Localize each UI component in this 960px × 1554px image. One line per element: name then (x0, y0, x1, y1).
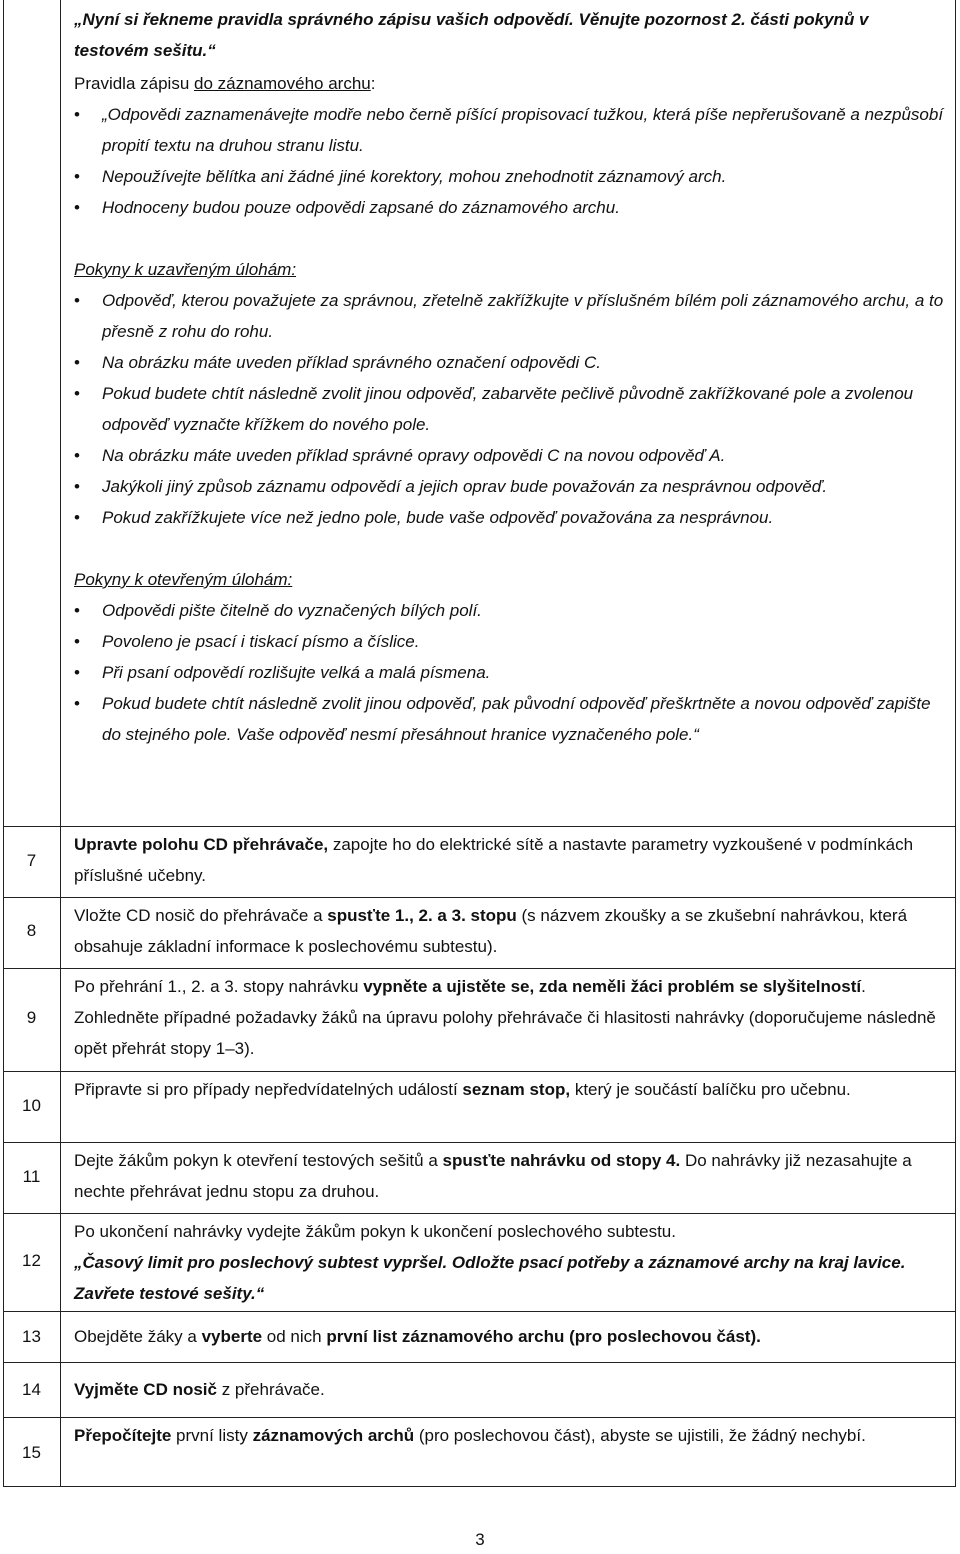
row-number: 11 (22, 1167, 41, 1186)
rules-heading (74, 68, 944, 99)
list-item: • Jakýkoli jiný způsob záznamu odpovědí a jejich oprav bude považován za nesprávnou odpověď. (74, 471, 944, 502)
row-13-text (74, 1321, 944, 1352)
text: Vložte CD nosič do přehrávače a (74, 906, 328, 925)
bold-text: Upravte polohu CD přehrávače, (74, 835, 329, 854)
row-15-text (74, 1420, 944, 1451)
rules-list (74, 99, 944, 223)
row-separator (3, 1213, 956, 1214)
row-separator (3, 1311, 956, 1312)
text: který je součástí balíčku pro učebnu. (570, 1080, 851, 1099)
bold-text: Vyjměte CD nosič (74, 1380, 217, 1399)
bold-text: spusťte 1., 2. a 3. stopu (327, 906, 517, 925)
row-11-text (74, 1145, 944, 1207)
row-separator (3, 1142, 956, 1143)
row-separator (3, 1071, 956, 1072)
closed-tasks-heading: Pokyny k uzavřeným úlohám: (74, 260, 297, 279)
text: zapojte ho do elektrické sítě a nastavte parametry vyzkoušené v podmínkách příslušné učebny. (74, 835, 914, 885)
row-number: 14 (22, 1380, 41, 1399)
bold-text: vyberte (201, 1327, 263, 1346)
text: Připravte si pro případy nepředvídatelných událostí (74, 1080, 463, 1099)
row-14-text (74, 1374, 944, 1405)
row-number: 13 (22, 1327, 41, 1346)
list-item: • Na obrázku máte uveden příklad správné opravy odpovědi C na novou odpověď A. (74, 440, 944, 471)
list-item: • Pokud zakřížkujete více než jedno pole, bude vaše odpověď považována za nesprávnou. (74, 502, 944, 533)
text: z přehrávače. (216, 1380, 325, 1399)
list-item: • Na obrázku máte uveden příklad správného označení odpovědi C. (74, 347, 944, 378)
page-number: 3 (475, 1530, 485, 1549)
bold-text: vypněte a ujistěte se, zda neměli žáci problém se slyšitelností (363, 977, 862, 996)
row-number: 9 (26, 1008, 37, 1027)
bold-text: seznam stop, (462, 1080, 571, 1099)
intro-cell (74, 4, 944, 750)
row-7-text (74, 829, 944, 891)
list-item: • „Odpovědi zaznamenávejte modře nebo černě píšící propisovací tužkou, která píše nepřerušovaně a nezpůsobí propití textu na druhou stranu listu. (74, 99, 944, 161)
bold-text: záznamových archů (252, 1426, 415, 1445)
text: Obejděte žáky a (74, 1327, 202, 1346)
list-item: • Odpověď, kterou považujete za správnou, zřetelně zakřížkujte v příslušném bílém poli záznamového archu, a to přesně z rohu do rohu. (74, 285, 944, 347)
text: . Zohledněte případné požadavky žáků na úpravu polohy přehrávače či hlasitosti nahrávky (doporučujeme následně opět přehrát stopy 1–3). (74, 977, 936, 1058)
bold-text: spusťte nahrávku od stopy 4. (442, 1151, 681, 1170)
list-item: • Odpovědi pište čitelně do vyznačených bílých polí. (74, 595, 944, 626)
row-8-text (74, 900, 944, 962)
list-item: • Při psaní odpovědí rozlišujte velká a malá písmena. (74, 657, 944, 688)
row-number: 8 (26, 921, 37, 940)
row-number: 7 (26, 851, 37, 870)
open-tasks-heading: Pokyny k otevřeným úlohám: (74, 570, 293, 589)
row-separator (3, 1417, 956, 1418)
text: od nich (262, 1327, 327, 1346)
text: Do nahrávky již nezasahujte a nechte přehrávat jednu stopu za druhou. (74, 1151, 912, 1201)
list-item: • Pokud budete chtít následně zvolit jinou odpověď, pak původní odpověď přeškrtněte a novou odpověď zapište do stejného pole. Vaše odpověď nesmí přesáhnout hranice vyznačeného pole.“ (74, 688, 944, 750)
text: Po přehrání 1., 2. a 3. stopy nahrávku (74, 977, 364, 996)
row-10-text (74, 1074, 944, 1105)
rules-heading-prefix: Pravidla zápisu (74, 74, 195, 93)
bold-text: první list záznamového archu (pro poslechovou část). (326, 1327, 761, 1346)
text: Dejte žákům pokyn k otevření testových sešitů a (74, 1151, 443, 1170)
quoted-instruction: „Časový limit pro poslechový subtest vypršel. Odložte psací potřeby a záznamové archy na kraj lavice. Zavřete testové sešity.“ (74, 1253, 906, 1303)
intro-quote: „Nyní si řekneme pravidla správného zápisu vašich odpovědí. Věnujte pozornost 2. části pokynů v testovém sešitu.“ (74, 10, 869, 60)
row-number: 15 (22, 1443, 41, 1462)
row-9-text (74, 971, 944, 1064)
row-12-text (74, 1216, 944, 1309)
row-separator (3, 826, 60, 827)
column-divider (60, 0, 61, 1487)
row-separator (3, 968, 956, 969)
row-separator (3, 897, 956, 898)
open-tasks-list (74, 595, 944, 750)
text: první listy (171, 1426, 253, 1445)
list-item: • Pokud budete chtít následně zvolit jinou odpověď, zabarvěte pečlivě původně zakřížkované pole a zvolenou odpověď vyznačte křížkem do nového pole. (74, 378, 944, 440)
row-number: 12 (22, 1251, 41, 1270)
closed-tasks-list (74, 285, 944, 533)
text: (pro poslechovou část), abyste se ujistili, že žádný nechybí. (414, 1426, 866, 1445)
list-item: • Hodnoceny budou pouze odpovědi zapsané do záznamového archu. (74, 192, 944, 223)
list-item: • Povoleno je psací i tiskací písmo a číslice. (74, 626, 944, 657)
row-number: 10 (22, 1096, 41, 1115)
row-separator (3, 1362, 956, 1363)
list-item: • Nepoužívejte bělítka ani žádné jiné korektory, mohou znehodnotit záznamový arch. (74, 161, 944, 192)
text: (s názvem zkoušky a se zkušební nahrávkou, která obsahuje základní informace k poslechovému subtestu). (74, 906, 908, 956)
text: Po ukončení nahrávky vydejte žákům pokyn k ukončení poslechového subtestu. (74, 1222, 676, 1241)
bold-text: Přepočítejte (74, 1426, 172, 1445)
rules-heading-suffix: : (370, 74, 376, 93)
rules-heading-underlined: do záznamového archu (194, 74, 371, 93)
row-separator (60, 826, 956, 827)
